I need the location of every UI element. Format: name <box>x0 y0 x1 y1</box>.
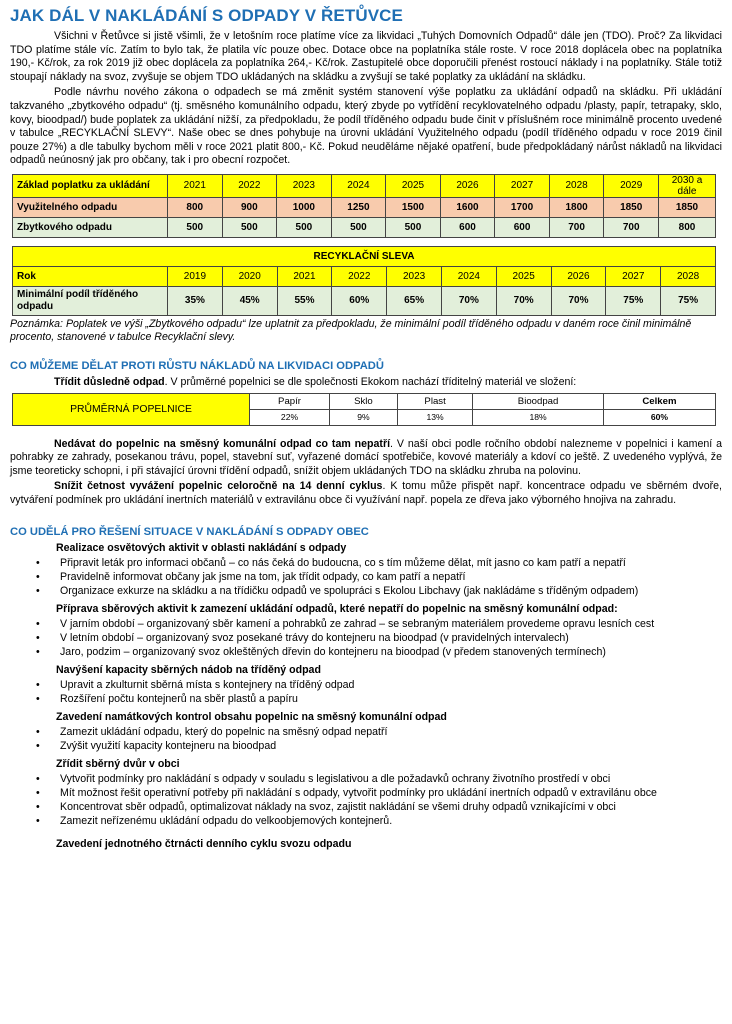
list-item: • Pravidelně informovat občany jak jsme na tom, jak třídit odpady, co kam patří a nepatří <box>10 570 722 584</box>
intro-paragraph-2: Podle návrhu nového zákona o odpadech se má změnit systém stanovení výše poplatku za ukládání odpadů na skládku. Při ukládání takzvaného „zbytkového odpadu“ (tj. směsného komunálního odpadu, který zbyde po vytřídění recyklovatelného odpadu /plasty, papír, tetrapaky, sklo, kovy, bioodpad/) bude poplatek za ukládání nižší, za předpokladu, že podíl tříděného odpadu bude činit v příslušném roce minimálně procento uvedené v tabulce „RECYKLAČNÍ SLEVY“. Naše obec se dnes pohybuje na úrovni ukládání Využitelného odpadu (podíl tříděného odpadu v roce 2019 činil pouze 27%) a dle tabulky bychom měli v roce 2021 platit 800,- Kč. Pokud neuděláme nějaké opatření, bude předpokládaný nárůst nákladů na likvidaci odpadů neúnosný jak pro občany, tak i pro obecní rozpočet. <box>10 86 722 167</box>
recycling-year-label: Rok <box>13 266 168 286</box>
bin-value: 13% <box>397 409 472 425</box>
recycling-table <box>12 246 716 316</box>
recycling-value: 60% <box>332 286 387 315</box>
recycling-year: 2028 <box>661 266 716 286</box>
bin-header: Plast <box>397 393 472 409</box>
fee-table <box>12 174 716 238</box>
frequency-paragraph <box>10 480 722 507</box>
fee-year: 2029 <box>604 174 659 197</box>
table-note: Poznámka: Poplatek ve výši „Zbytkového odpadu“ lze uplatnit za předpokladu, že minimální podíl tříděného odpadu v daném roce činil minimálně procento, stanovené v tabulce Recyklační slevy. <box>10 317 692 343</box>
fee-cell: 1500 <box>386 197 441 217</box>
fee-year: 2022 <box>222 174 277 197</box>
bin-value: 60% <box>603 409 715 425</box>
document-page <box>10 0 722 850</box>
bullet-list <box>10 556 722 598</box>
sort-text: . V průměrné popelnici se dle společnosti Ekokom nachází tříditelný materiál ve složení: <box>164 375 577 388</box>
fee-year: 2021 <box>168 174 223 197</box>
bin-header-row <box>13 393 716 409</box>
list-item: • Mít možnost řešit operativní potřeby při nakládání s odpady, vytvořit podmínky pro ukládání inertních odpadů v extravilánu obce <box>10 786 722 800</box>
fee-year: 2030 a dále <box>659 174 716 197</box>
group-title: Příprava sběrových aktivit k zamezení ukládání odpadů, které nepatří do popelnic na směsný komunální odpad: <box>56 602 618 615</box>
fee-row-residual <box>13 217 716 237</box>
bin-value: 9% <box>330 409 398 425</box>
list-item: • Upravit a zkulturnit sběrná místa s kontejnery na tříděný odpad <box>10 678 722 692</box>
sort-bold: Třídit důsledně odpad <box>54 375 165 388</box>
frequency-text: . K tomu může přispět např. koncentrace odpadu ve sběrném dvoře, vytváření podmínek pro ukládání inertních materiálů v extravilánu obce či využívání např. popela ze dřeva jako výborného hnojiva na zahradu. <box>10 480 722 506</box>
section3-heading: CO UDĚLÁ PRO ŘEŠENÍ SITUACE V NAKLÁDÁNÍ S ODPADY OBEC <box>10 525 369 538</box>
list-item: • Zamezit ukládání odpadu, který do popelnic na směsný odpad nepatří <box>10 725 722 739</box>
recycling-year: 2019 <box>168 266 223 286</box>
fee-table-header-row <box>13 174 716 197</box>
recycling-year: 2021 <box>277 266 332 286</box>
fee-row-usable <box>13 197 716 217</box>
list-item: • Jaro, podzim – organizovaný svoz okleštěných dřevin do kontejneru na bioodpad (v předem stanovených termínech) <box>10 645 722 659</box>
intro-paragraph-1: Všichni v Řetůvce si jistě všimli, že v letošním roce platíme více za likvidaci „Tuhých Domovních Odpadů“ dále jen (TDO). Proč? Za likvidaci TDO platíme stále víc. Zatím to bylo tak, že platila víc pouze obec. Dotace obce na poplatníka stále roste. V roce 2018 doplácela obec na poplatníka 190,- Kč/rok, za rok 2019 již obec doplácela za poplatníka 264,- Kč/rok. Zastupitelé obce doporučili přenést rostoucí náklady i na poplatníky. Stále totiž stoupají náklady na svoz, zvyšuje se objem TDO ukládaných na skládku a zvyšují se také poplatky za ukládání na skládku. <box>10 30 722 83</box>
fee-cell: 600 <box>440 217 495 237</box>
bin-table <box>12 393 716 426</box>
recycling-year: 2027 <box>606 266 661 286</box>
no-waste-bold: Nedávat do popelnic na směsný komunální odpad co tam nepatří <box>54 437 391 450</box>
fee-cell: 700 <box>549 217 604 237</box>
recycling-value: 70% <box>441 286 496 315</box>
page-title: JAK DÁL V NAKLÁDÁNÍ S ODPADY V ŘETŮVCE <box>10 6 403 25</box>
no-waste-paragraph <box>10 438 722 479</box>
fee-cell: 500 <box>331 217 386 237</box>
fee-cell: 1250 <box>331 197 386 217</box>
bin-value: 18% <box>473 409 604 425</box>
bin-header: Sklo <box>330 393 398 409</box>
list-item: • Rozšíření počtu kontejnerů na sběr plastů a papíru <box>10 692 722 706</box>
bullet-list <box>10 772 722 828</box>
fee-cell: 1000 <box>277 197 332 217</box>
fee-cell: 900 <box>222 197 277 217</box>
fee-cell: 1800 <box>549 197 604 217</box>
list-item: • Koncentrovat sběr odpadů, optimalizovat náklady na svoz, zajistit nakládání se všemi druhy odpadů vznikajícími v obci <box>10 800 722 814</box>
fee-cell: 1850 <box>604 197 659 217</box>
bin-header: Papír <box>250 393 330 409</box>
fee-cell: 1600 <box>440 197 495 217</box>
fee-cell: 800 <box>659 217 716 237</box>
group-title: Zavedení jednotného čtrnácti denního cyklu svozu odpadu <box>56 837 352 850</box>
list-item: • Zamezit neřízenému ukládání odpadu do velkoobjemových kontejnerů. <box>10 814 722 828</box>
section2-heading: CO MŮŽEME DĚLAT PROTI RŮSTU NÁKLADŮ NA LIKVIDACI ODPADŮ <box>10 359 384 372</box>
group-title: Realizace osvětových aktivit v oblasti nakládání s odpady <box>56 541 347 554</box>
fee-row-label: Zbytkového odpadu <box>13 217 168 237</box>
fee-cell: 500 <box>168 217 223 237</box>
recycling-year: 2025 <box>496 266 551 286</box>
fee-year: 2026 <box>440 174 495 197</box>
fee-cell: 500 <box>386 217 441 237</box>
fee-year: 2025 <box>386 174 441 197</box>
fee-cell: 500 <box>222 217 277 237</box>
group-title: Navýšení kapacity sběrných nádob na tříděný odpad <box>56 663 321 676</box>
recycling-years-row <box>13 266 716 286</box>
recycling-year: 2022 <box>332 266 387 286</box>
fee-year: 2027 <box>495 174 550 197</box>
frequency-bold: Snížit četnost vyvážení popelnic celoročně na 14 denní cyklus <box>54 480 383 493</box>
recycling-year: 2024 <box>441 266 496 286</box>
recycling-table-title: RECYKLAČNÍ SLEVA <box>13 246 716 266</box>
fee-cell: 1850 <box>659 197 716 217</box>
list-item: • Zvýšit využití kapacity kontejneru na bioodpad <box>10 739 722 753</box>
recycling-value: 55% <box>277 286 332 315</box>
recycling-year: 2026 <box>551 266 606 286</box>
recycling-value: 75% <box>661 286 716 315</box>
fee-year: 2024 <box>331 174 386 197</box>
bin-header: Celkem <box>603 393 715 409</box>
group-title: Zavedení namátkových kontrol obsahu popelnic na směsný komunální odpad <box>56 710 447 723</box>
bullet-list <box>10 617 722 659</box>
fee-year: 2028 <box>549 174 604 197</box>
fee-cell: 500 <box>277 217 332 237</box>
recycling-year: 2023 <box>387 266 442 286</box>
fee-cell: 1700 <box>495 197 550 217</box>
fee-cell: 700 <box>604 217 659 237</box>
bin-header: Bioodpad <box>473 393 604 409</box>
list-item: • V jarním období – organizovaný sběr kamení a pohrabků ze zahrad – se sebraným materiálem provedeme opravu lesních cest <box>10 617 722 631</box>
bullet-list <box>10 678 722 706</box>
list-item: • Vytvořit podmínky pro nakládání s odpady v souladu s legislativou a dle požadavků ochrany životního prostředí v obci <box>10 772 722 786</box>
fee-year: 2023 <box>277 174 332 197</box>
bullet-list <box>10 725 722 753</box>
list-item: • Připravit leták pro informaci občanů – co nás čeká do budoucna, co s tím můžeme dělat, mít jasno co kam patří a nepatří <box>10 556 722 570</box>
recycling-value: 45% <box>222 286 277 315</box>
bin-value: 22% <box>250 409 330 425</box>
recycling-value: 70% <box>551 286 606 315</box>
list-item: • Organizace exkurze na skládku a na třídičku odpadů ve spolupráci s Ekolou Libchavy (jak nakládáme s tříděným odpadem) <box>10 584 722 598</box>
group-title: Zřídit sběrný dvůr v obci <box>56 757 180 770</box>
recycling-value: 70% <box>496 286 551 315</box>
recycling-value: 35% <box>168 286 223 315</box>
fee-row-label: Využitelného odpadu <box>13 197 168 217</box>
recycling-values-row <box>13 286 716 315</box>
recycling-title-row <box>13 246 716 266</box>
recycling-row-label: Minimální podíl tříděného odpadu <box>13 286 168 315</box>
list-item: • V letním období – organizovaný svoz posekané trávy do kontejneru na bioodpad (v pravidelných intervalech) <box>10 631 722 645</box>
fee-header-label: Základ poplatku za ukládání <box>13 174 168 197</box>
no-waste-text: . V naší obci podle ročního období nalezneme v popelnici i kamení a pohrabky ze zahrady, posekanou trávu, popel, stavební suť, vyřazené domácí spotřebiče, kovové materiály a kdoví co ještě. Z uvedeného vyplývá, že jsme teoreticky schopni, i při stávající úrovni třídění odpadů, snížit objem ukládaných TDO na skládku zhruba na polovinu. <box>10 437 722 477</box>
fee-cell: 600 <box>495 217 550 237</box>
bin-label: PRŮMĚRNÁ POPELNICE <box>13 393 250 425</box>
fee-cell: 800 <box>168 197 223 217</box>
recycling-year: 2020 <box>222 266 277 286</box>
sort-paragraph <box>10 376 722 390</box>
recycling-value: 65% <box>387 286 442 315</box>
recycling-value: 75% <box>606 286 661 315</box>
